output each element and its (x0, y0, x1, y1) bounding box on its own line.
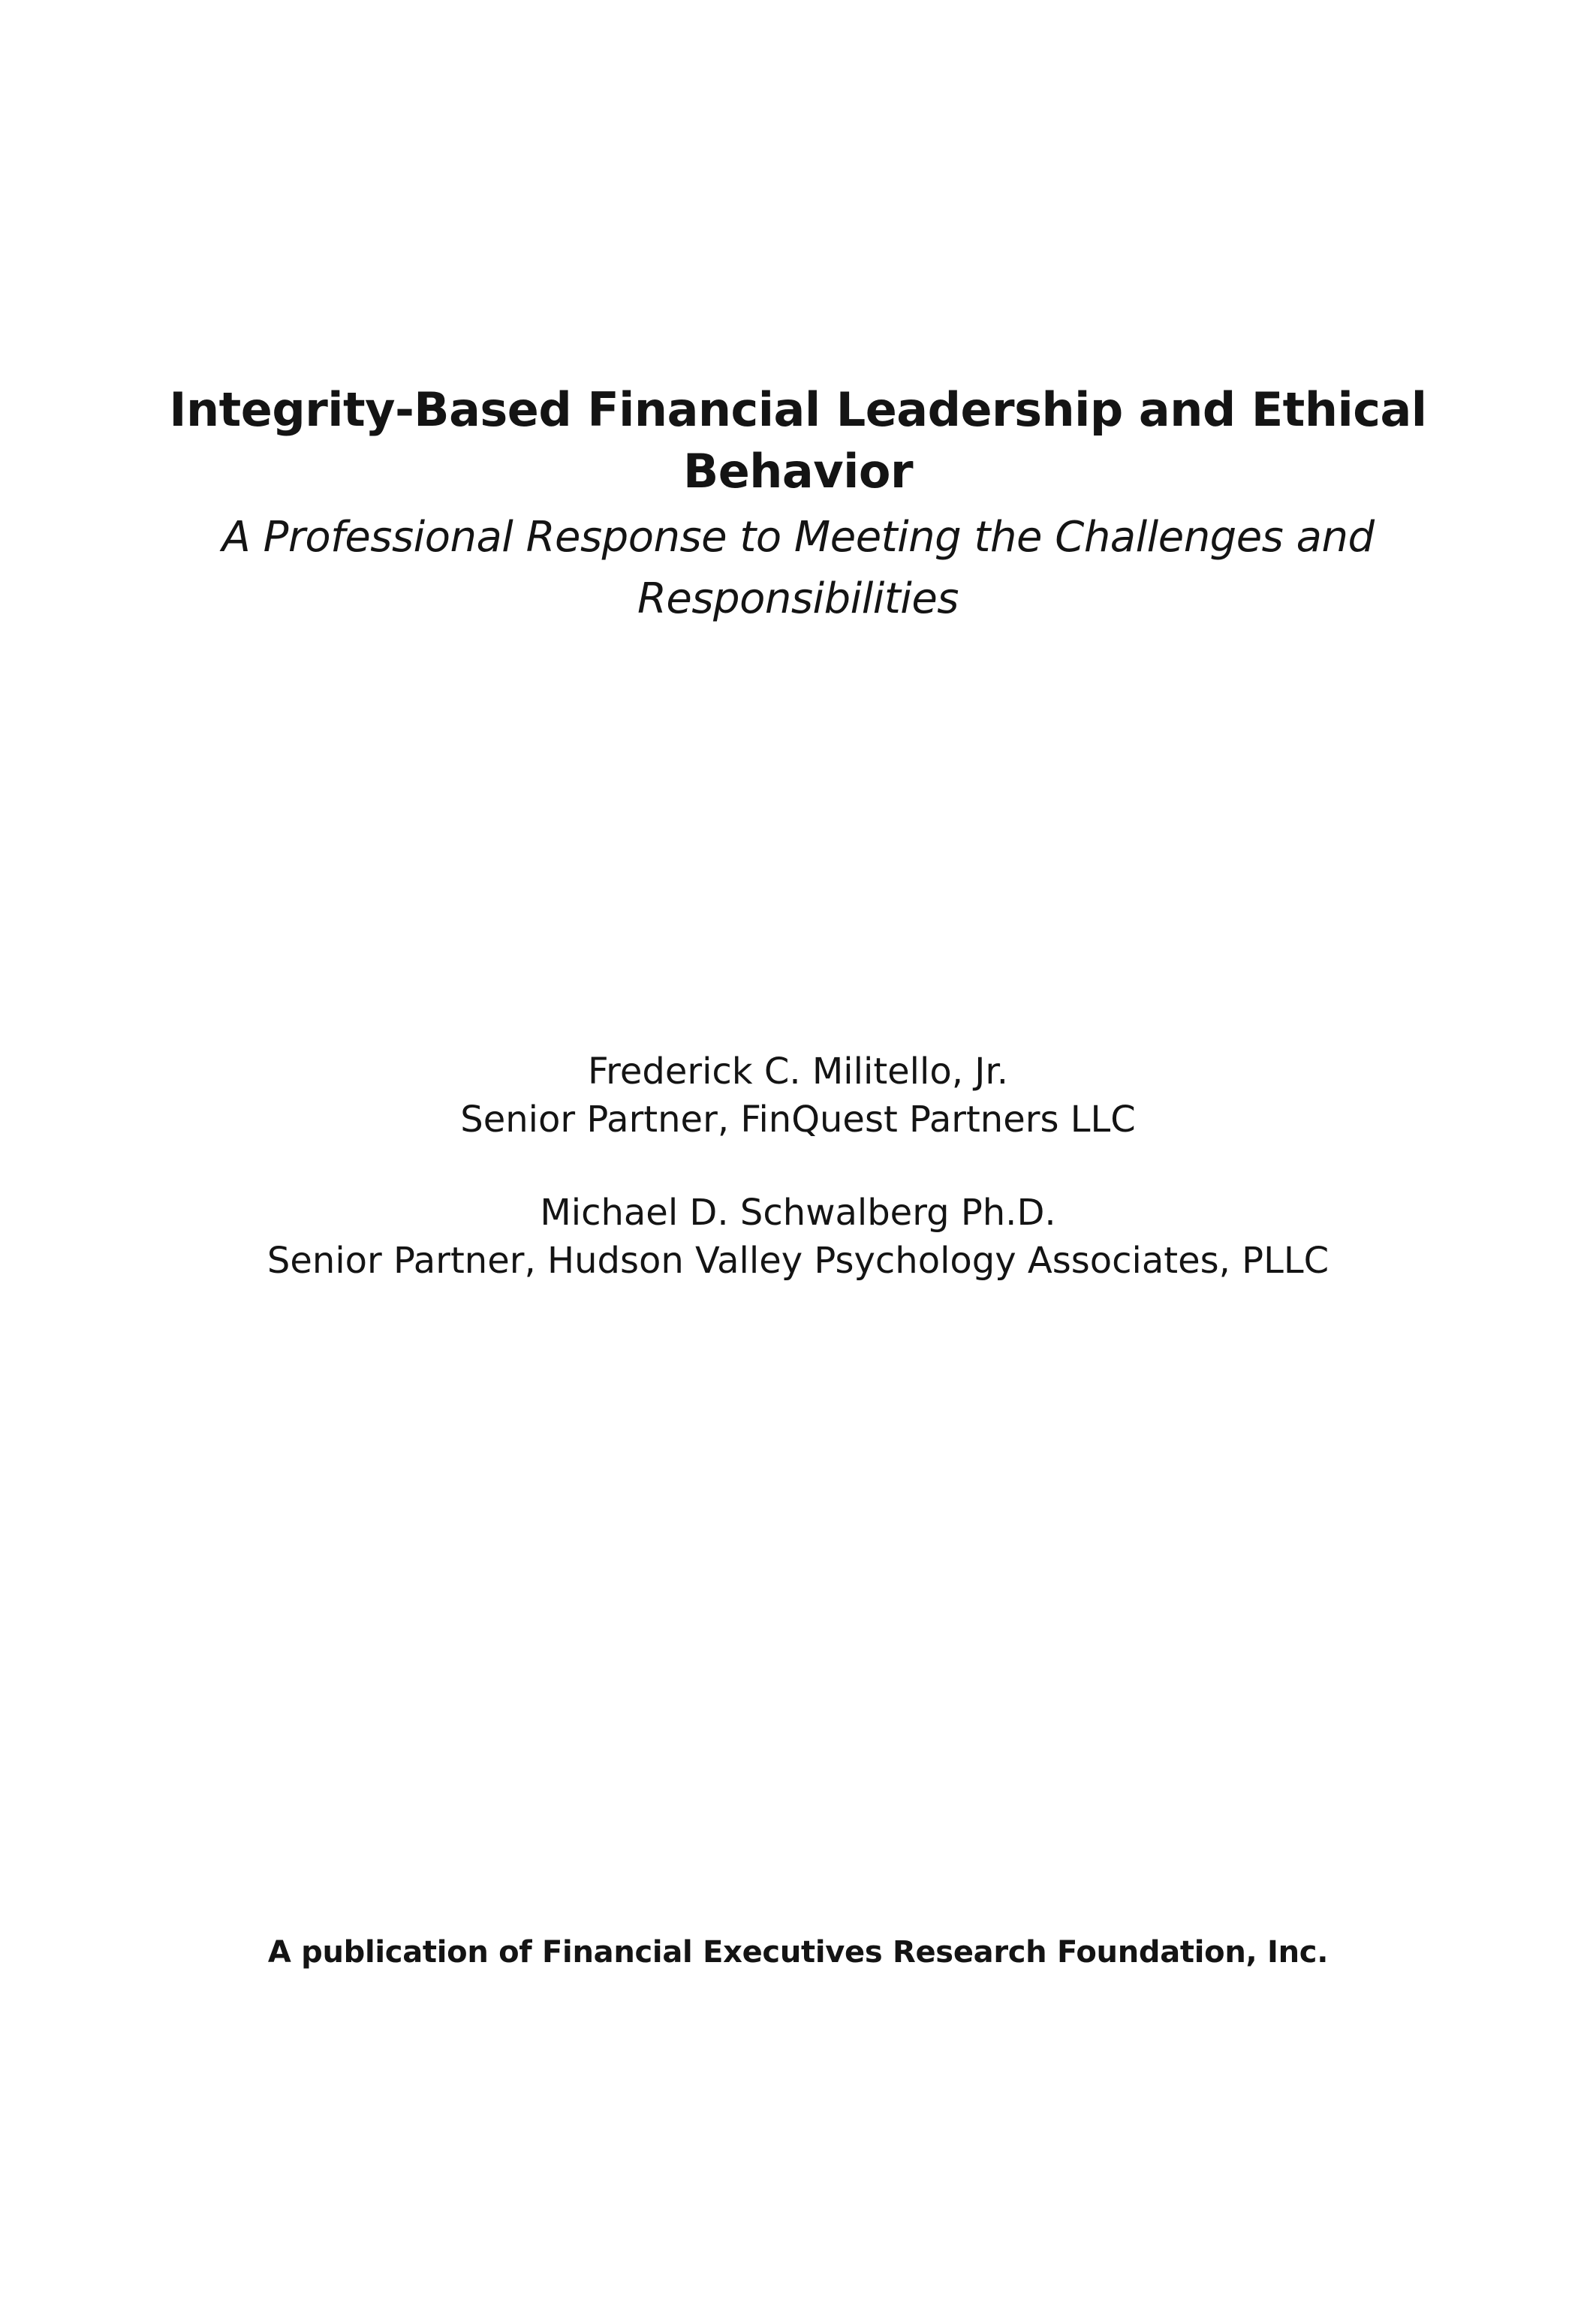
document-subtitle: A Professional Response to Meeting the Challenges and Responsibilities (221, 513, 1375, 623)
title-block (0, 379, 1596, 630)
document-title: Integrity-Based Financial Leadership and Ethical Behavior (169, 382, 1427, 499)
author-name: Frederick C. Militello, Jr. (588, 1050, 1008, 1093)
author-entry (0, 1189, 1596, 1285)
publication-note: A publication of Financial Executives Research Foundation, Inc. (267, 1935, 1329, 1970)
author-affiliation: Senior Partner, Hudson Valley Psychology Associates, PLLC (267, 1240, 1329, 1282)
author-entry (0, 1047, 1596, 1144)
author-name: Michael D. Schwalberg Ph.D. (540, 1192, 1056, 1234)
author-affiliation: Senior Partner, FinQuest Partners LLC (460, 1099, 1136, 1141)
author-list (0, 1047, 1596, 1285)
